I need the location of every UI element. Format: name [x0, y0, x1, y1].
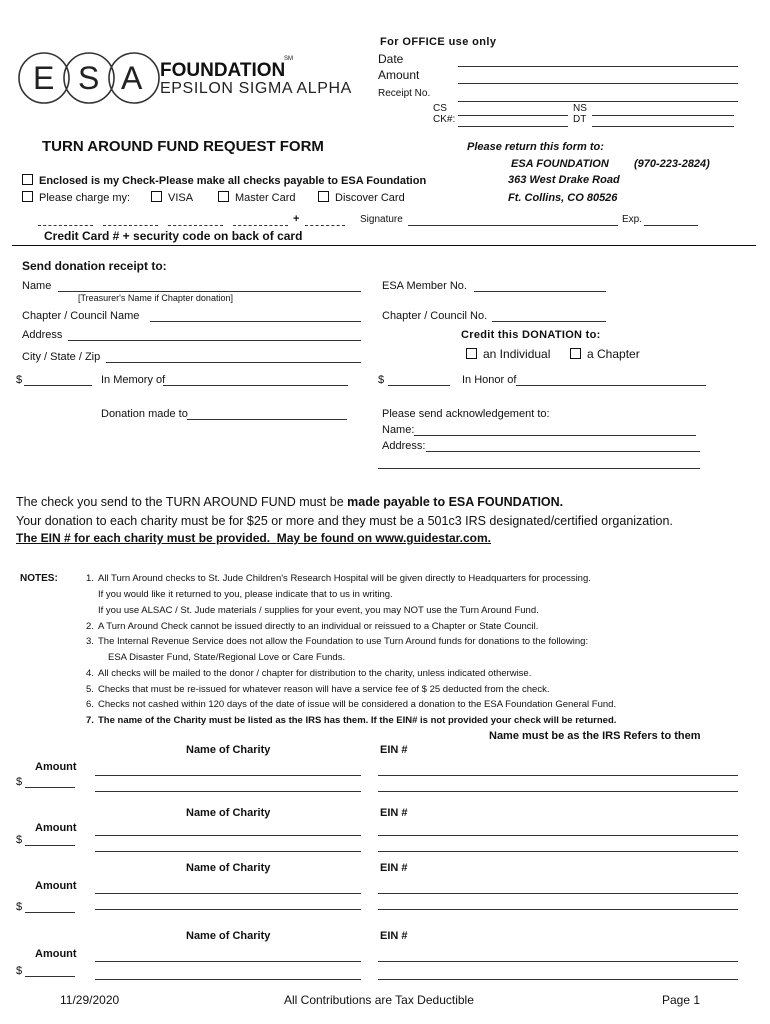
memory-amount-field[interactable] [24, 385, 92, 386]
irs-name-note: Name must be as the IRS Refers to them [489, 730, 701, 742]
charity-name-field[interactable] [95, 961, 361, 962]
ack-label: Please send acknowledgement to: [382, 408, 550, 420]
card-number-group-4[interactable] [233, 225, 288, 226]
note-number: 1. [86, 573, 94, 584]
honor-label: In Honor of [462, 374, 517, 386]
visa-option[interactable] [151, 191, 193, 204]
office-cs-label: CS [433, 103, 447, 114]
note-5 [86, 684, 549, 695]
honor-field[interactable] [516, 385, 706, 386]
ein-field-2[interactable] [378, 909, 738, 910]
office-ns-label: NS [573, 103, 587, 114]
ack-address-field[interactable] [426, 451, 700, 452]
logo-letter-a: A [121, 60, 143, 96]
amount-dollar: $ [16, 965, 23, 977]
ack-name-field[interactable] [414, 435, 696, 436]
charge-text: Please charge my: [39, 192, 131, 204]
note-1c [86, 605, 539, 616]
receipt-heading: Send donation receipt to: [22, 259, 167, 273]
member-no-label: ESA Member No. [382, 280, 467, 292]
charity-name-field-2[interactable] [95, 791, 361, 792]
note-text: A Turn Around Check cannot be issued directly to an individual or reissued to a Chapter or State Council. [98, 621, 539, 632]
exp-label: Exp. [622, 214, 643, 225]
name-label: Name [22, 280, 52, 292]
amount-field[interactable] [25, 787, 75, 788]
info-line-2: Your donation to each charity must be for $25 or more and they must be a 501c3 IRS designated/certified organization. [16, 514, 673, 528]
enclosed-check-option[interactable] [22, 174, 426, 187]
note-3b [96, 652, 345, 663]
ein-label: EIN # [380, 807, 408, 819]
note-text: The name of the Charity must be listed as the IRS has them. If the EIN# is not provided your check will be returned. [98, 715, 617, 726]
ein-field-2[interactable] [378, 851, 738, 852]
credit-card-label: Credit Card # + security code on back of card [44, 229, 303, 243]
amount-dollar: $ [16, 901, 23, 913]
honor-amount-field[interactable] [388, 385, 450, 386]
footer-page: Page 1 [662, 993, 701, 1007]
office-ns-line[interactable] [592, 115, 734, 116]
return-label: Please return this form to: [467, 141, 604, 153]
chapter-no-field[interactable] [492, 321, 606, 322]
ein-field[interactable] [378, 775, 738, 776]
city-state-zip-field[interactable] [106, 362, 361, 363]
chapter-option[interactable] [570, 347, 640, 361]
ein-field-2[interactable] [378, 791, 738, 792]
note-3 [86, 636, 588, 647]
card-number-group-2[interactable] [103, 225, 158, 226]
charity-name-field-2[interactable] [95, 909, 361, 910]
ein-label: EIN # [380, 930, 408, 942]
form-title: TURN AROUND FUND REQUEST FORM [42, 138, 324, 155]
treasurer-hint: [Treasurer's Name if Chapter donation] [78, 293, 233, 303]
charity-name-field[interactable] [95, 775, 361, 776]
chapter-label: a Chapter [587, 347, 640, 361]
logo-sm: SM [284, 56, 293, 62]
note-1b [86, 589, 393, 600]
office-date-line[interactable] [458, 66, 738, 67]
office-ck-label: CK#: [433, 114, 456, 125]
return-street: 363 West Drake Road [508, 174, 620, 186]
address-label: Address [22, 329, 63, 341]
info-line-1 [16, 495, 563, 509]
logo-foundation: FOUNDATION [160, 60, 286, 81]
card-plus: + [293, 213, 300, 225]
ein-required-text: The EIN # for each charity must be provided. [16, 531, 271, 545]
amount-field[interactable] [25, 976, 75, 977]
logo-letter-s: S [78, 60, 100, 96]
note-4 [86, 668, 531, 679]
mastercard-option[interactable] [218, 191, 296, 204]
individual-option[interactable] [466, 347, 550, 361]
amount-field[interactable] [25, 845, 75, 846]
note-number: 7. [86, 715, 94, 726]
chapter-name-field[interactable] [150, 321, 361, 322]
amount-field[interactable] [25, 912, 75, 913]
return-city: Ft. Collins, CO 80526 [508, 192, 618, 204]
return-phone: (970-223-2824) [634, 158, 710, 170]
office-title: For OFFICE use only [380, 36, 497, 48]
logo-letter-e: E [33, 60, 55, 96]
note-text: Checks not cashed within 120 days of the date of issue will be considered a donation to the ESA Foundation General Fund. [98, 699, 617, 710]
note-7 [86, 715, 616, 726]
city-state-zip-label: City / State / Zip [22, 351, 101, 363]
ack-address-label: Address: [382, 440, 426, 452]
signature-line[interactable] [408, 225, 618, 226]
checkbox-icon[interactable] [218, 191, 229, 202]
discover-option[interactable] [318, 191, 405, 204]
signature-label: Signature [360, 214, 403, 225]
card-number-group-3[interactable] [168, 225, 223, 226]
notes-label: NOTES: [20, 573, 58, 584]
note-text: If you use ALSAC / St. Jude materials / supplies for your event, you may NOT use the Turn Around Fund. [98, 605, 539, 616]
checkbox-icon[interactable] [318, 191, 329, 202]
office-cs-line[interactable] [458, 115, 568, 116]
office-date-label: Date [378, 52, 404, 66]
note-number: 6. [86, 699, 94, 710]
checkbox-icon[interactable] [151, 191, 162, 202]
charity-name-label: Name of Charity [186, 744, 271, 756]
amount-label: Amount [35, 822, 77, 834]
charity-name-label: Name of Charity [186, 930, 271, 942]
note-number: 4. [86, 668, 94, 679]
note-text: ESA Disaster Fund, State/Regional Love or Care Funds. [108, 652, 346, 663]
ein-field[interactable] [378, 961, 738, 962]
checkbox-icon[interactable] [22, 191, 33, 202]
logo-subtitle: EPSILON SIGMA ALPHA [160, 80, 352, 97]
enclosed-check-label: Enclosed is my Check-Please make all checks payable to ESA Foundation [39, 175, 427, 187]
note-text: All Turn Around checks to St. Jude Children's Research Hospital will be given directly to Headquarters for processing. [98, 573, 591, 584]
name-field[interactable] [58, 291, 361, 292]
info-line-3 [16, 531, 491, 545]
note-2 [86, 621, 538, 632]
footer-tax-note: All Contributions are Tax Deductible [284, 993, 474, 1007]
ein-field[interactable] [378, 893, 738, 894]
info-line-1a: The check you send to the TURN AROUND FUND must be [16, 495, 348, 509]
checkbox-icon[interactable] [570, 348, 581, 359]
address-field[interactable] [68, 340, 361, 341]
ack-address-field-2[interactable] [378, 468, 700, 469]
charity-name-field[interactable] [95, 835, 361, 836]
info-line-1b: made payable to ESA FOUNDATION. [347, 495, 564, 509]
charity-name-field-2[interactable] [95, 979, 361, 980]
visa-label: VISA [168, 192, 194, 204]
office-ck-line[interactable] [458, 126, 568, 127]
ein-label: EIN # [380, 744, 408, 756]
note-number: 5. [86, 684, 94, 695]
note-number: 3. [86, 636, 94, 647]
note-text: The Internal Revenue Service does not allow the Foundation to use Turn Around funds for donations to the following: [98, 636, 589, 647]
return-org: ESA FOUNDATION [511, 158, 609, 170]
donation-made-label: Donation made to [101, 408, 188, 420]
memory-dollar: $ [16, 374, 23, 386]
card-number-group-1[interactable] [38, 225, 93, 226]
office-amount-line[interactable] [458, 83, 738, 84]
note-number: 2. [86, 621, 94, 632]
memory-field[interactable] [163, 385, 348, 386]
note-1 [86, 573, 591, 584]
footer-date: 11/29/2020 [60, 993, 120, 1007]
credit-donation-label: Credit this DONATION to: [461, 329, 601, 341]
guidestar-link[interactable]: May be found on www.guidestar.com. [276, 531, 491, 545]
office-receipt-label: Receipt No. [378, 88, 431, 99]
office-dt-line[interactable] [592, 126, 734, 127]
charity-name-label: Name of Charity [186, 807, 271, 819]
checkbox-icon[interactable] [22, 174, 33, 185]
donation-made-field[interactable] [187, 419, 347, 420]
charity-name-label: Name of Charity [186, 862, 271, 874]
memory-label: In Memory of [101, 374, 166, 386]
amount-dollar: $ [16, 834, 23, 846]
office-dt-label: DT [573, 114, 587, 125]
exp-line[interactable] [644, 225, 698, 226]
charge-label [22, 191, 130, 204]
ack-name-label: Name: [382, 424, 415, 436]
note-text: Checks that must be re-issued for whatever reason will have a service fee of $ 25 deducted from the check. [98, 684, 550, 695]
chapter-no-label: Chapter / Council No. [382, 310, 488, 322]
amount-dollar: $ [16, 776, 23, 788]
chapter-name-label: Chapter / Council Name [22, 310, 140, 322]
honor-dollar: $ [378, 374, 385, 386]
charity-name-field-2[interactable] [95, 851, 361, 852]
charity-name-field[interactable] [95, 893, 361, 894]
discover-label: Discover Card [335, 192, 405, 204]
note-text: All checks will be mailed to the donor / chapter for distribution to the charity, unless indicated otherwise. [98, 668, 532, 679]
individual-label: an Individual [483, 347, 551, 361]
amount-label: Amount [35, 761, 77, 773]
section-divider [12, 245, 756, 246]
note-6 [86, 699, 616, 710]
member-no-field[interactable] [474, 291, 606, 292]
mastercard-label: Master Card [235, 192, 296, 204]
ein-field[interactable] [378, 835, 738, 836]
office-receipt-line[interactable] [458, 101, 738, 102]
security-code-line[interactable] [305, 225, 345, 226]
ein-field-2[interactable] [378, 979, 738, 980]
amount-label: Amount [35, 948, 77, 960]
office-amount-label: Amount [378, 68, 420, 82]
checkbox-icon[interactable] [466, 348, 477, 359]
note-text: If you would like it returned to you, please indicate that to us in writing. [98, 589, 393, 600]
amount-label: Amount [35, 880, 77, 892]
ein-label: EIN # [380, 862, 408, 874]
